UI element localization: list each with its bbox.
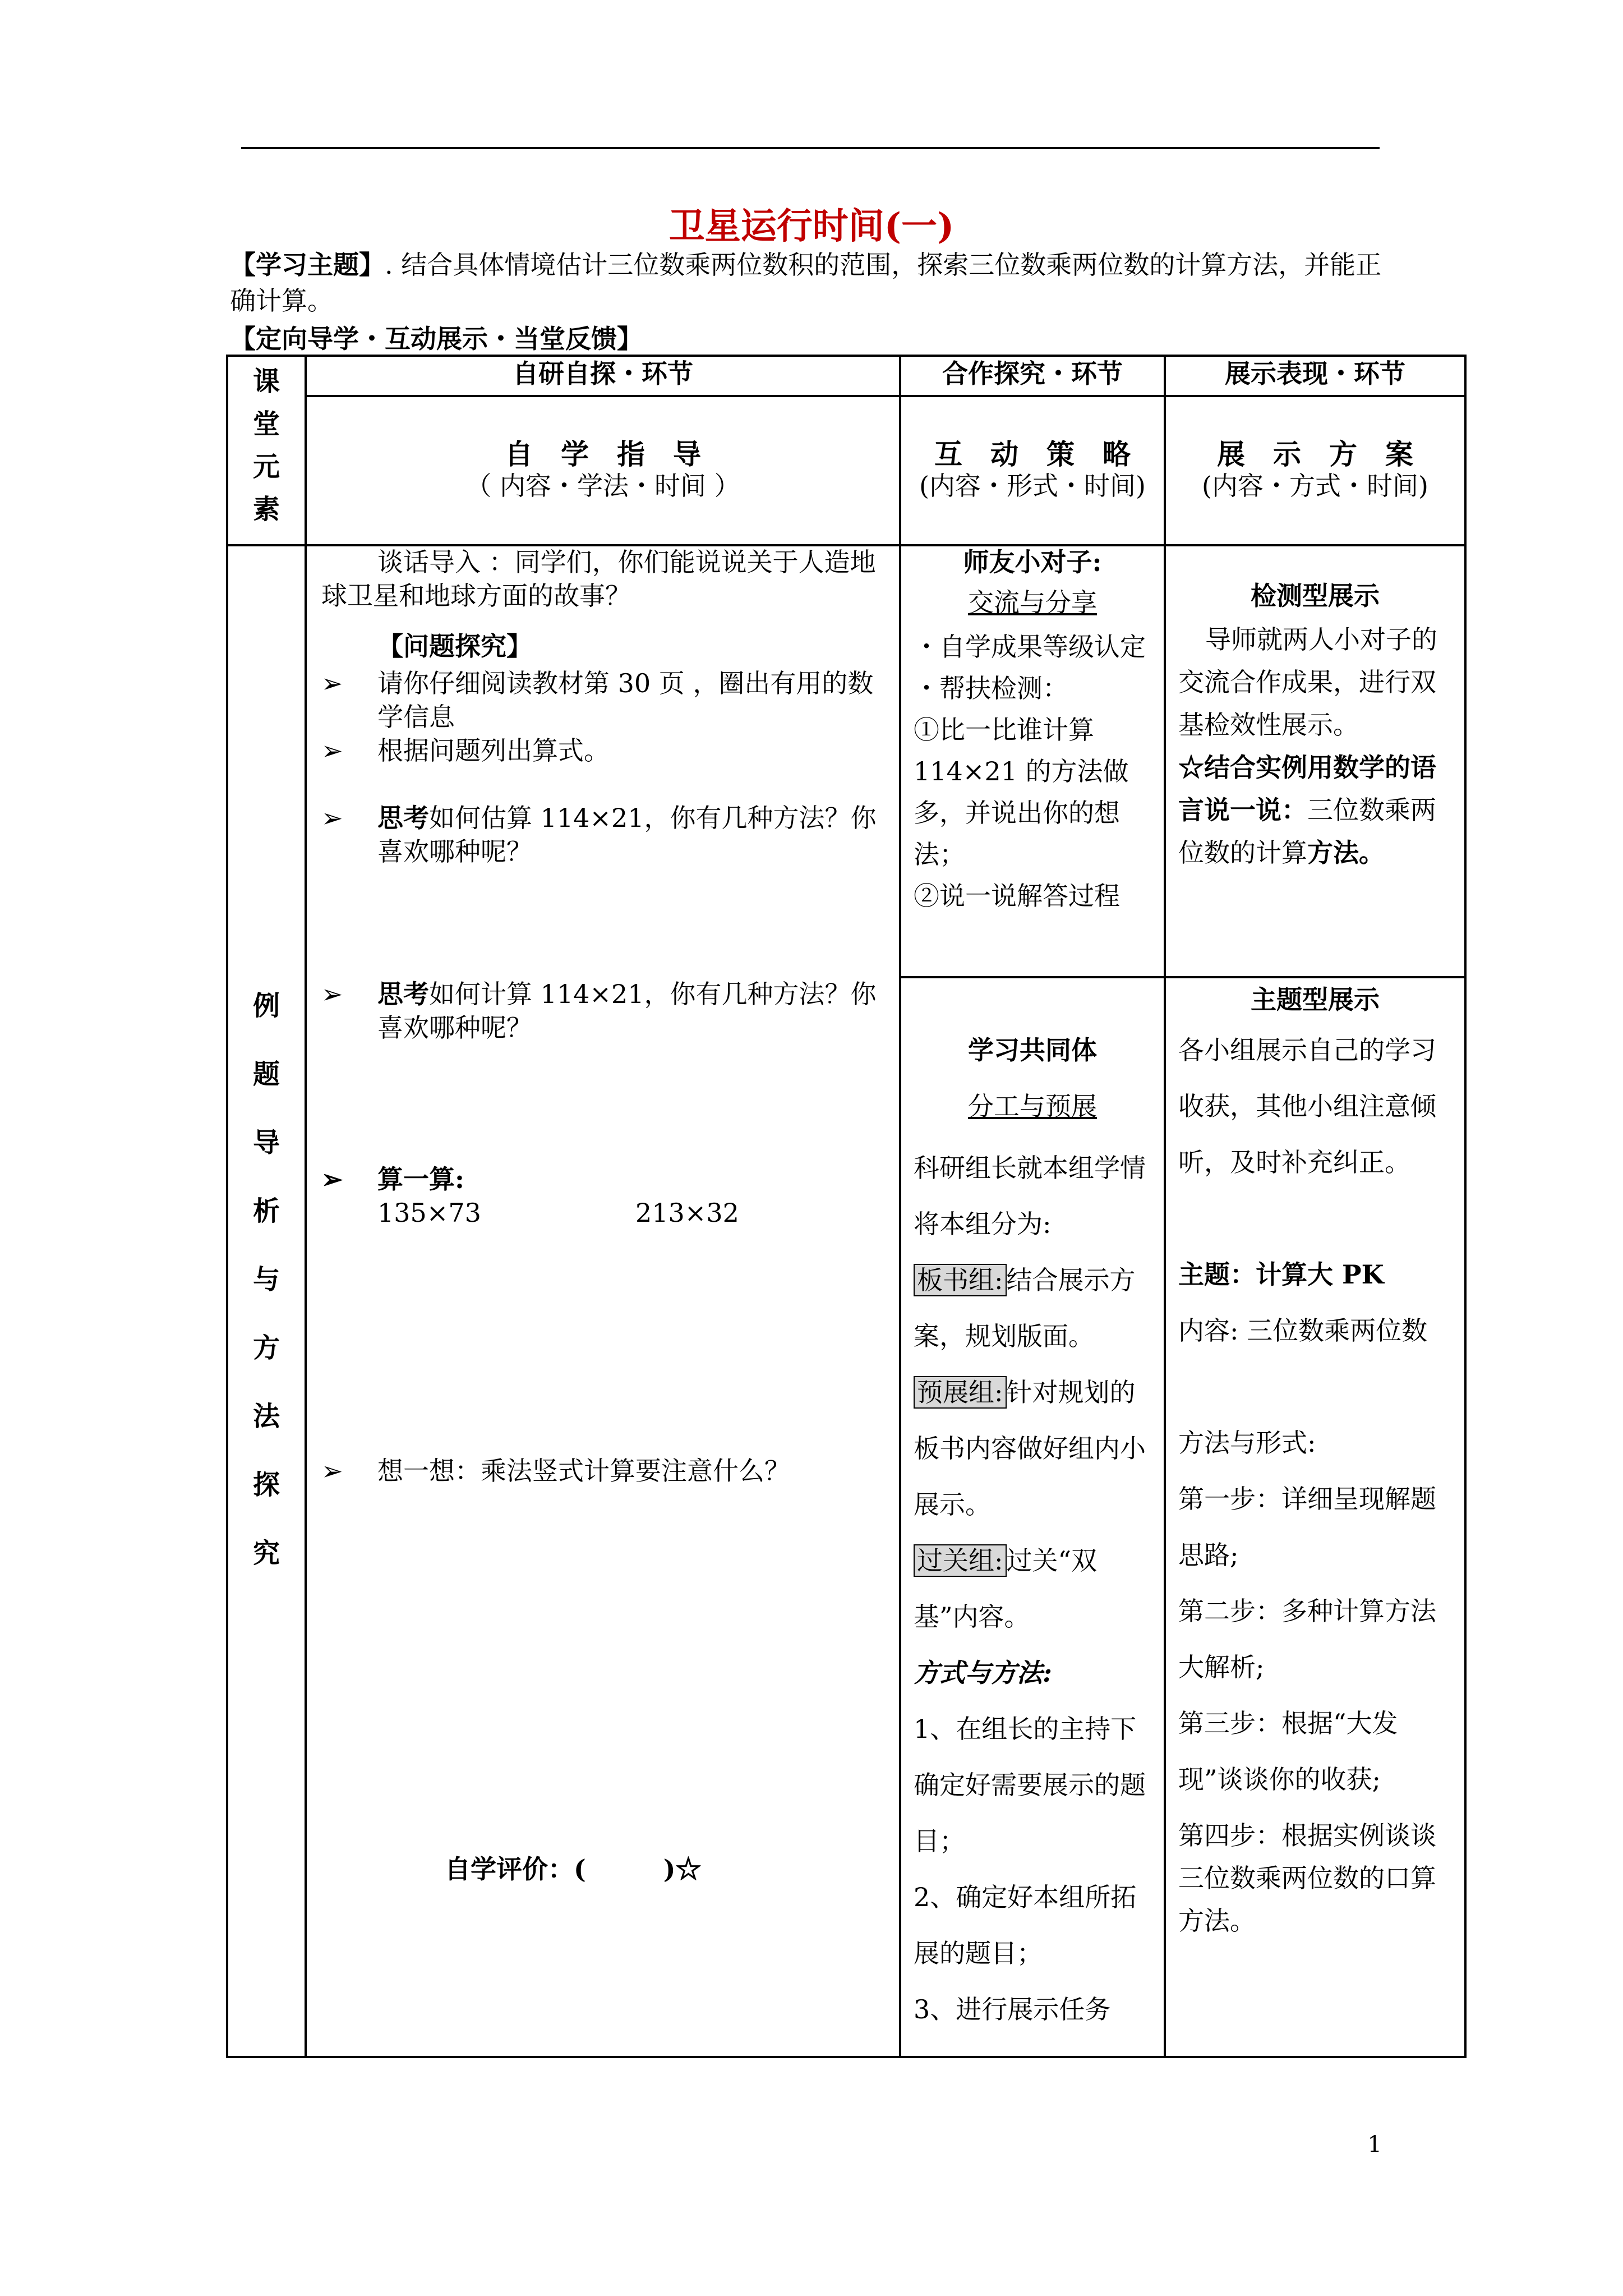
arrow-icon: ➢ — [321, 979, 343, 1009]
coop-pair-body: ・自学成果等级认定 ・帮扶检测： ①比一比谁计算 114×21 的方法做多，并说出你的想法； ②说一说解答过程 — [914, 632, 1146, 911]
think-calculate: ➢ 思考如何计算 114×21，你有几种方法？你喜欢哪种呢？ — [321, 977, 893, 1045]
calc-title: ➢ 算一算: — [321, 1162, 893, 1196]
calc-problem-1: 135×73 — [377, 1198, 481, 1228]
arrow-icon: ➢ — [321, 735, 343, 766]
learning-topic — [230, 247, 1396, 319]
col1-header: 课 堂 元 素 — [252, 366, 280, 525]
self-guide-sub: （ 内容・学法・时间 ） — [465, 471, 740, 501]
page-number: 1 — [1367, 2132, 1382, 2157]
arrow-icon: ➢ — [321, 1164, 343, 1194]
topic-text: . 结合具体情境估计三位数乘两位数积的范围，探索三位数乘两位数的计算方法，并能正确计算。 — [230, 250, 1382, 316]
lesson-table — [226, 355, 1467, 2058]
bullet-write-formula: ➢ 根据问题列出算式。 — [321, 734, 893, 767]
self-intro: 谈话导入 ：同学们，你们能说说关于人造地球卫星和地球方面的故事？ — [321, 547, 876, 611]
bullet-read-textbook: ➢ 请你仔细阅读教材第 30 页 ，圈出有用的数学信息 — [321, 666, 893, 734]
explore-title: 【问题探究】 — [377, 631, 532, 661]
show-theme-title: 主题型展示 — [1251, 984, 1380, 1015]
arrow-icon: ➢ — [321, 803, 343, 833]
coop-group-sub: 分工与预展 — [968, 1091, 1097, 1121]
think-estimate: ➢ 思考如何估算 114×21，你有几种方法？你喜欢哪种呢？ — [321, 801, 893, 868]
row-label: 例 题 导 析 与 方 法 探 究 — [252, 990, 280, 1569]
think-vertical: ➢ 想一想：乘法竖式计算要注意什么？ — [321, 1454, 893, 1488]
self-guide-title: 自 学 指 导 — [505, 438, 701, 471]
calc-problem-2: 213×32 — [635, 1198, 739, 1228]
show-theme-body: 各小组展示自己的学习收获，其他小组注意倾听，及时补充纠正。 主题：计算大 PK 内容: 三位数乘两位数 方法与形式: 第一步：详细呈现解题思路; 第二步：多种计算方法大解析; 第三步：根据“大发现”谈谈你的收获; 第四步：根据实例谈谈三位数乘两位数的口算方法。 — [1178, 1035, 1436, 1936]
guide-heading: 【定向导学・互动展示・当堂反馈】 — [230, 324, 643, 354]
coop-group-title: 学习共同体 — [968, 1035, 1097, 1065]
arrow-icon: ➢ — [321, 668, 343, 698]
header-coop: 合作探究・环节 — [942, 358, 1123, 389]
topic-label: 【学习主题】 — [230, 250, 385, 280]
arrow-icon: ➢ — [321, 1456, 343, 1486]
show-sub: (内容・方式・时间) — [1202, 471, 1428, 501]
coop-group-body: 科研组长就本组学情将本组分为: 板书组: 结合展示方案，规划版面。 预展组: 针对规划的板书内容做好组内小展示。 过关组: 过关“双基”内容。 方式与方法: 1、在组长的主持下确定好需要展示的题目； 2、确定好本组所拓展的题目； 3、进行展示任务 — [914, 1153, 1146, 2024]
show-test-body: 导师就两人小对子的交流合作成果，进行双基检效性展示。 ☆结合实例用数学的语言说一说：三位数乘两位数的计算方法。 — [1178, 624, 1437, 868]
show-title: 展 示 方 案 — [1217, 438, 1413, 471]
coop-pair-sub: 交流与分享 — [968, 587, 1097, 618]
board-group-tag: 板书组: — [914, 1264, 1007, 1296]
coop-title: 互 动 策 略 — [934, 438, 1131, 471]
check-group-tag: 过关组: — [914, 1544, 1007, 1577]
self-evaluation: 自学评价：( )☆ — [445, 1854, 702, 1884]
header-self: 自研自探・环节 — [513, 358, 693, 389]
page-title: 卫星运行时间(一) — [668, 205, 955, 247]
coop-pair-title: 师友小对子: — [963, 547, 1102, 577]
show-test-title: 检测型展示 — [1251, 581, 1380, 611]
header-show: 展示表现・环节 — [1225, 358, 1405, 389]
preview-group-tag: 预展组: — [914, 1376, 1007, 1409]
coop-sub: (内容・形式・时间) — [919, 471, 1146, 501]
header-rule — [241, 147, 1380, 149]
